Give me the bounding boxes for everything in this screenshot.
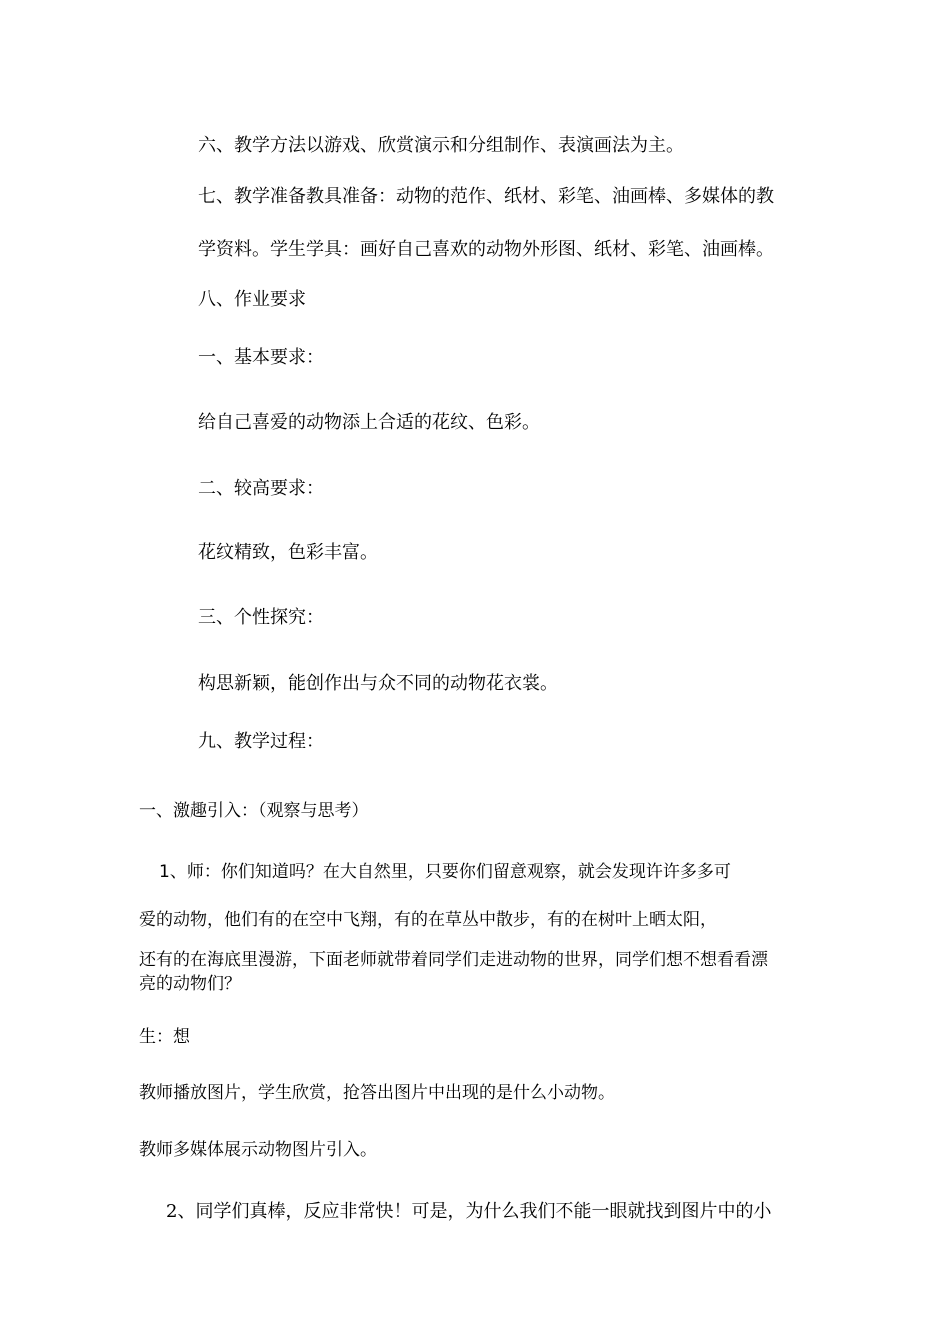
heading-higher-requirements: 二、较高要求： bbox=[198, 478, 324, 499]
paragraph-teaching-preparation: 七、教学准备教具准备：动物的范作、纸材、彩笔、油画棒、多媒体的教 bbox=[198, 186, 774, 207]
paragraph-teacher-question-1: 1、师：你们知道吗？在大自然里，只要你们留意观察，就会发现许许多多可 bbox=[159, 862, 731, 882]
paragraph-second-question: 2、同学们真棒，反应非常快！可是，为什么我们不能一眼就找到图片中的小 bbox=[166, 1201, 772, 1222]
paragraph-higher-requirements: 花纹精致，色彩丰富。 bbox=[198, 542, 378, 563]
heading-personal-exploration: 三、个性探究： bbox=[198, 607, 324, 628]
paragraph-student-answer: 生：想 bbox=[139, 1027, 190, 1047]
heading-teaching-process: 九、教学过程： bbox=[198, 731, 324, 752]
paragraph-teaching-preparation-continued: 学资料。学生学具：画好自己喜欢的动物外形图、纸材、彩笔、油画棒。 bbox=[198, 239, 774, 260]
heading-interest-introduction: 一、激趣引入：（观察与思考） bbox=[139, 801, 369, 821]
paragraph-teacher-question-4: 亮的动物们？ bbox=[139, 974, 241, 994]
paragraph-teacher-shows-pictures: 教师播放图片，学生欣赏，抢答出图片中出现的是什么小动物。 bbox=[139, 1083, 615, 1103]
heading-basic-requirements: 一、基本要求： bbox=[198, 347, 324, 368]
paragraph-personal-exploration: 构思新颖，能创作出与众不同的动物花衣裳。 bbox=[198, 673, 558, 694]
paragraph-multimedia-introduction: 教师多媒体展示动物图片引入。 bbox=[139, 1140, 377, 1160]
paragraph-teaching-method: 六、教学方法以游戏、欣赏演示和分组制作、表演画法为主。 bbox=[198, 135, 684, 156]
paragraph-basic-requirements: 给自己喜爱的动物添上合适的花纹、色彩。 bbox=[198, 412, 540, 433]
paragraph-teacher-question-3: 还有的在海底里漫游，下面老师就带着同学们走进动物的世界，同学们想不想看看漂 bbox=[139, 950, 768, 970]
paragraph-teacher-question-2: 爱的动物，他们有的在空中飞翔，有的在草丛中散步，有的在树叶上晒太阳， bbox=[139, 910, 717, 930]
heading-homework-requirements: 八、作业要求 bbox=[198, 289, 306, 310]
